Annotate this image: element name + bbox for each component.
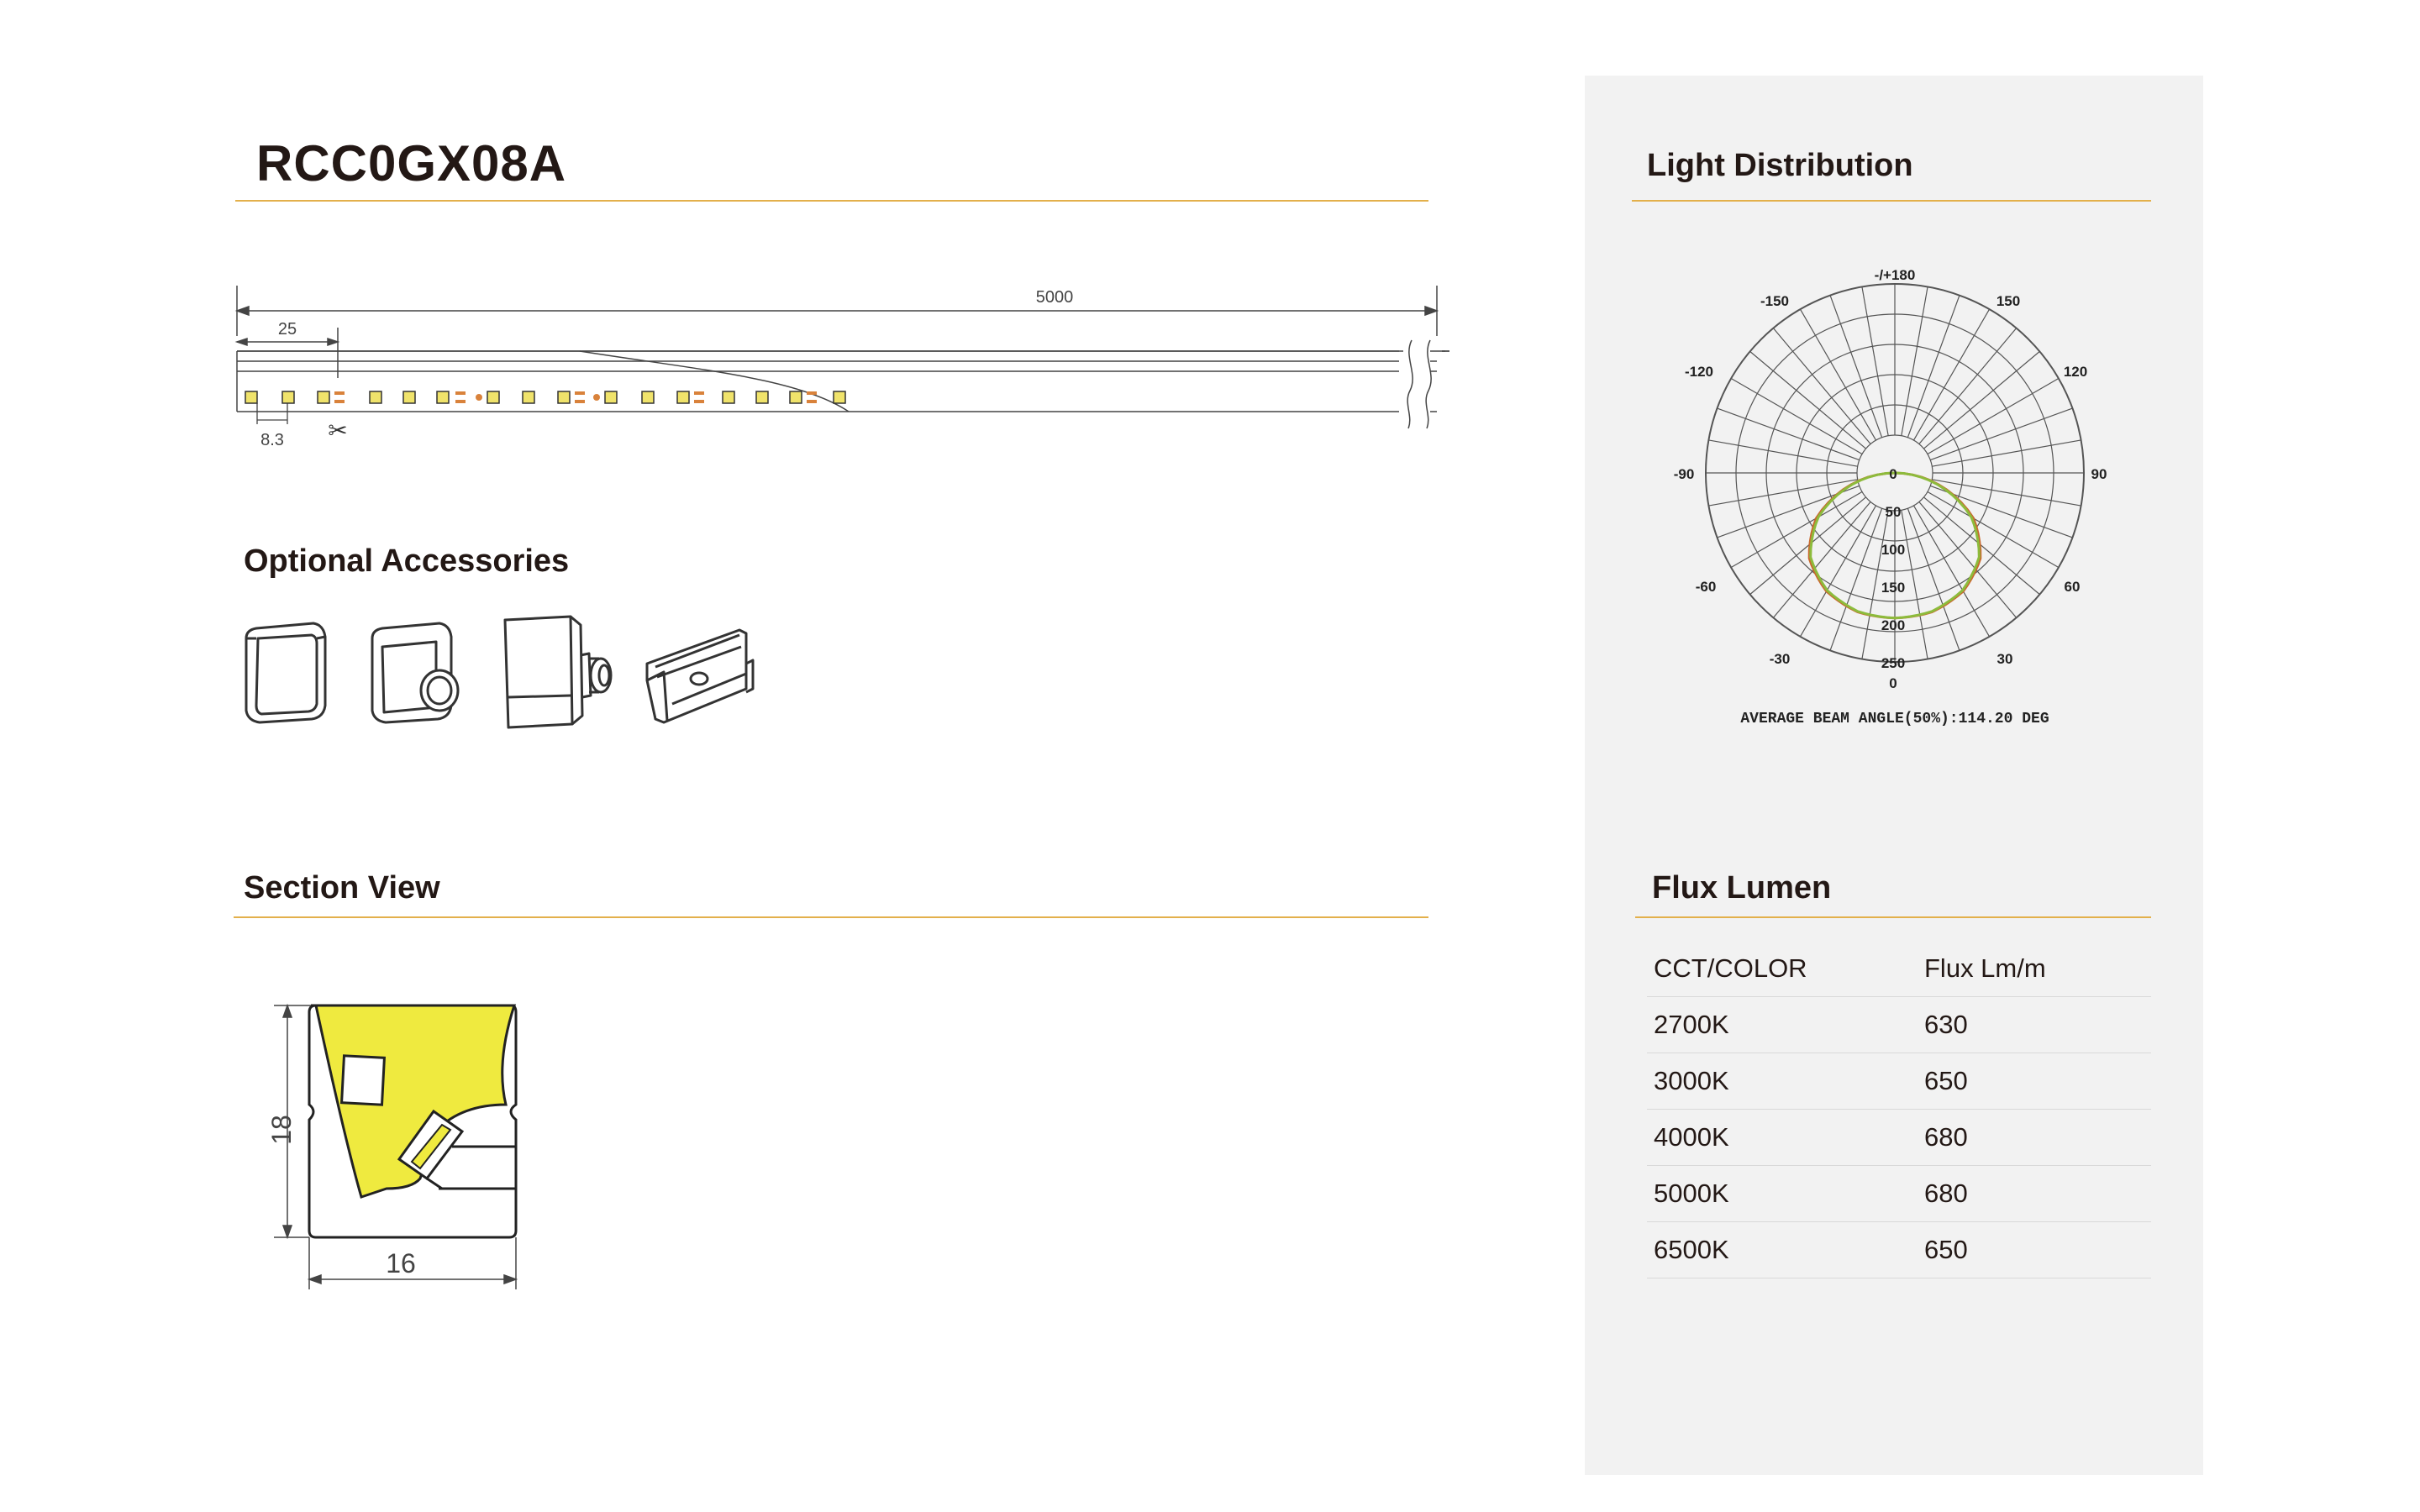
- polar-spoke: [1830, 296, 1882, 438]
- polar-spoke: [1932, 480, 2081, 506]
- polar-spoke: [1930, 408, 2072, 460]
- accessories-icons: [239, 613, 777, 739]
- radial-label-150: 150: [1881, 580, 1906, 596]
- mounting-clip-icon: [647, 630, 753, 722]
- polar-spoke: [1718, 408, 1860, 460]
- flux-cell-value: 650: [1918, 1053, 2151, 1110]
- polar-spoke: [1862, 286, 1888, 435]
- flux-cell-cct: 6500K: [1647, 1222, 1918, 1278]
- flux-lumen-table: [1647, 941, 2151, 1278]
- section-view-drawing: [244, 987, 546, 1306]
- polar-spoke: [1773, 328, 1870, 444]
- table-row: [1647, 1053, 2151, 1110]
- angle-label-mr: 90: [2091, 466, 2107, 482]
- radial-label-250: 250: [1881, 655, 1906, 671]
- polar-spoke: [1708, 440, 1857, 466]
- polar-chart: [1647, 252, 2151, 739]
- dim-total-label: 5000: [1035, 288, 1074, 307]
- dim-cut-unit-label: 25: [277, 320, 297, 339]
- light-distribution-heading: Light Distribution: [1647, 148, 1913, 183]
- flux-col-cct: CCT/COLOR: [1647, 941, 1918, 997]
- flux-cell-value: 630: [1918, 997, 2151, 1053]
- polar-spoke: [1830, 508, 1882, 650]
- flux-cell-cct: 3000K: [1647, 1053, 1918, 1110]
- angle-label-tl: -150: [1760, 293, 1790, 309]
- flux-cell-cct: 4000K: [1647, 1110, 1918, 1166]
- section-width-label: 16: [386, 1248, 416, 1278]
- flux-lumen-heading: Flux Lumen: [1652, 870, 1832, 906]
- end-cap-icon: [246, 623, 325, 722]
- angle-label-lr: 60: [2064, 579, 2081, 595]
- polar-spoke: [1750, 351, 1866, 449]
- flux-cell-value: 680: [1918, 1166, 2151, 1222]
- flux-col-flux: Flux Lm/m: [1918, 941, 2151, 997]
- end-cap-gland-icon: [372, 623, 458, 722]
- angle-label-ul: -120: [1684, 364, 1714, 380]
- angle-label-bl: -30: [1769, 651, 1791, 667]
- polar-spoke: [1907, 296, 1960, 438]
- radial-label-100: 100: [1881, 542, 1906, 558]
- strip-dimension-drawing: [227, 277, 1454, 462]
- cut-mark-icon: ✂: [328, 417, 348, 444]
- angle-label-ur: 120: [2063, 364, 2088, 380]
- section-view-divider: [234, 916, 1428, 918]
- polar-spoke: [1902, 510, 1928, 659]
- angle-label-br: 30: [1996, 651, 2013, 667]
- radial-label-0: 0: [1889, 466, 1897, 482]
- flux-cell-value: 680: [1918, 1110, 2151, 1166]
- polar-spoke: [1923, 351, 2039, 449]
- accessories-heading: Optional Accessories: [244, 543, 570, 579]
- flux-cell-value: 650: [1918, 1222, 2151, 1278]
- angle-label-ll: -60: [1695, 579, 1717, 595]
- polar-spoke: [1932, 440, 2081, 466]
- angle-label-ml: -90: [1673, 466, 1695, 482]
- table-row: [1647, 1166, 2151, 1222]
- light-distribution-divider: [1632, 200, 2151, 202]
- angle-label-tr: 150: [1996, 293, 2021, 309]
- angle-label-bottom: 0: [1889, 675, 1897, 691]
- polar-spoke: [1919, 328, 2017, 444]
- title-divider: [235, 200, 1428, 202]
- flux-cell-cct: 2700K: [1647, 997, 1918, 1053]
- radial-label-200: 200: [1881, 617, 1906, 633]
- section-height-label: 18: [266, 1115, 297, 1145]
- flux-cell-cct: 5000K: [1647, 1166, 1918, 1222]
- polar-spoke: [1923, 497, 2039, 595]
- polar-spoke: [1919, 501, 2017, 617]
- polar-spoke: [1708, 480, 1857, 506]
- angle-label-top: -/+180: [1874, 267, 1916, 283]
- beam-angle-caption: AVERAGE BEAM ANGLE(50%):114.20 DEG: [1740, 711, 2049, 727]
- polar-spoke: [1907, 508, 1960, 650]
- table-row: [1647, 1222, 2151, 1278]
- product-model-title: RCC0GX08A: [256, 135, 567, 192]
- polar-spoke: [1902, 286, 1928, 435]
- flux-table-header-row: [1647, 941, 2151, 997]
- feed-connector-icon: [505, 617, 611, 727]
- dim-pitch-label: 8.3: [260, 431, 284, 449]
- polar-spoke: [1750, 497, 1866, 595]
- section-view-heading: Section View: [244, 870, 440, 906]
- table-row: [1647, 1110, 2151, 1166]
- table-row: [1647, 997, 2151, 1053]
- radial-label-50: 50: [1885, 504, 1902, 520]
- flux-lumen-divider: [1635, 916, 2151, 918]
- polar-spoke: [1773, 501, 1870, 617]
